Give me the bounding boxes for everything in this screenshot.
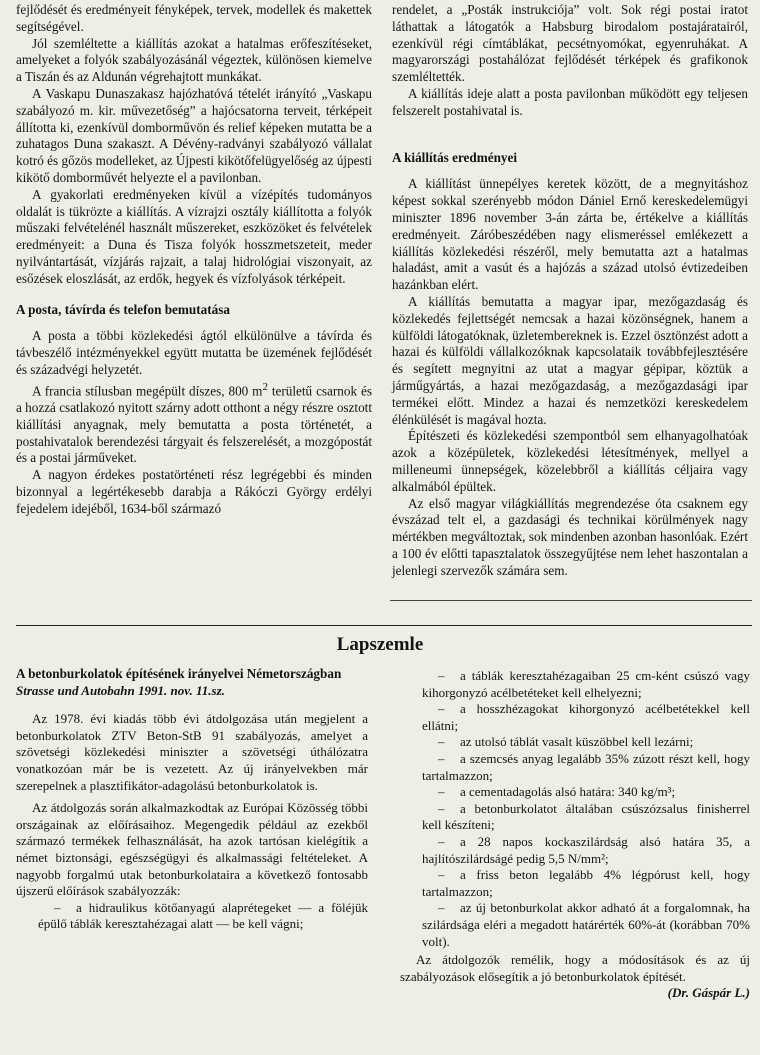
paragraph: rendelet, a „Posták instrukciója” volt. Sok régi postai iratot láthattak a látogatók a Habsburg birodalom postajáratairól, ezenkívül régi címtáblákat, pecsétnyomókat, egyenruhákat. A magyarországi postahálózat fejlődését térképek és grafikonok szemléltették. bbox=[392, 2, 748, 85]
list-dash: – bbox=[438, 900, 445, 916]
section-heading-eredmenyei: A kiállítás eredményei bbox=[392, 149, 518, 165]
list-item-text: a hidraulikus kötőanyagú alaprétegeket — a föléjük épülő táblák keresztahézagai alatt — be kell vágni; bbox=[38, 899, 368, 932]
list-item-text: a hosszhézagokat kihorgonyzó acélbetétekkel kell ellátni; bbox=[422, 701, 750, 733]
list-item bbox=[400, 668, 750, 701]
list-dash: – bbox=[438, 867, 445, 883]
list-item bbox=[400, 784, 750, 801]
list-dash: – bbox=[438, 800, 445, 816]
list-item bbox=[400, 900, 750, 950]
paragraph: Az átdolgozók remélik, hogy a módosítások és az új szabályozások elősegítik a jó betonburkolatok építését. bbox=[400, 952, 750, 984]
list-item-text: az új betonburkolat akkor adható át a forgalomnak, ha szilárdsága eléri a megadott határérték 60%-át (korábban 70% volt). bbox=[422, 900, 750, 949]
article-column-left bbox=[16, 2, 372, 518]
paragraph: Építészeti és közlekedési szempontból sem elhanyagolhatóak azok a középületek, közlekedési létesítmények, mellyel a milleneumi ünnepségek, közelebbről a kiállítás céljaira vagy alkalmából épültek. bbox=[392, 428, 748, 494]
review-article-title: A betonburkolatok építésének irányelvei Németországban bbox=[16, 666, 342, 681]
list-dash: – bbox=[438, 750, 445, 766]
paragraph-text: területű csarnok és a hozzá csatlakozó nyitott szárny adott otthont a négy részre osztott kiállítási anyagnak, mely bemutatta a posta történetét, a postahivatalok berendezési tárgyait és felszerelését, a mozgópostát és a postai járműveket. bbox=[16, 383, 372, 466]
paragraph: fejlődését és eredményeit fényképek, tervek, modellek és makettek segítségével. bbox=[16, 2, 372, 34]
list-item-text: a friss beton legalább 4% légpórust kell, hogy tartalmazzon; bbox=[422, 867, 750, 899]
review-column-left bbox=[16, 666, 368, 933]
section-divider bbox=[16, 625, 752, 626]
section-heading-posta: A posta, távírda és telefon bemutatása bbox=[16, 301, 230, 317]
list-item-text: a betonburkolatot általában csúszózsalus finisherrel kell készíteni; bbox=[422, 800, 750, 833]
list-item-text: a cementadagolás alsó határa: 340 kg/m³; bbox=[460, 784, 676, 800]
article-column-right bbox=[392, 2, 748, 580]
list-item bbox=[400, 867, 750, 900]
paragraph: A nagyon érdekes postatörténeti rész legrégebbi és minden bizonnyal a legértékesebb darabja a Rákóczi György erdélyi fejedelem idejéből, 1634-ből származó bbox=[16, 467, 372, 516]
list-item-text: az utolsó táblát vasalt küszöbbel kell lezárni; bbox=[460, 734, 694, 750]
paragraph: Az átdolgozás során alkalmazkodtak az Európai Közösség többi országainak az előírásaihoz. Megengedik például az ezekből származó termékek felhasználását, ha azok tartósan kielégítik a német biztonsági, egészségügyi és alkalmassági feltételeket. A nagyobb forgalmú utak betonburkolataira a következő fontosabb újszerű előírások szabályozzák: bbox=[16, 800, 368, 899]
paragraph bbox=[16, 379, 372, 467]
review-column-right bbox=[400, 668, 750, 1002]
paragraph: A gyakorlati eredményeken kívül a vízépítés tudományos oldalát is tükrözte a kiállítás. A vízrajzi osztály kiállította a folyók műszaki felvételénél használt műszereket, eszközöket és felvételek eredményeit: a Duna és Tisza folyók hosszmetszeteit, meder nyilvántartását, vízjárás rajzait, a talaj hidrológiai viszonyait, az esőzések eloszlását, az erdők, hegyek és vízfolyások térképeit. bbox=[16, 186, 372, 286]
requirements-list bbox=[16, 900, 368, 933]
list-item bbox=[16, 900, 368, 933]
list-dash: – bbox=[438, 784, 445, 800]
paragraph: A Vaskapu Dunaszakasz hajózhatóvá tételét irányító „Vaskapu szabályozó m. kir. művezetőség” a hajócsatorna terveit, térképeit állította ki, ezenkívül domborművön és relief képeken mutatta be a zuhatagos Duna szakaszt. A Dévény-radványi szabályozó vállalat kotró és gőzös modelleket, az Újpesti kikötőfelügyelőség az újpesti kikötő domborművét helyezte el a pavilonban. bbox=[16, 85, 372, 185]
author-signature: (Dr. Gáspár L.) bbox=[667, 985, 750, 1001]
list-dash: – bbox=[438, 701, 445, 717]
column-end-rule bbox=[390, 600, 752, 601]
paragraph: A posta a többi közlekedési ágtól elkülönülve a távírda és távbeszélő intézményekkel együtt mutatta be üzemének fejlődését és századvégi helyzetét. bbox=[16, 328, 372, 377]
paragraph: A kiállítást ünnepélyes keretek között, de a megnyitáshoz képest sokkal szerényebb módon Dániel Ernő kereskedelemügyi miniszter 1896 november 3-án zárta be, értékelve a kiállítás eredményeit. Záróbeszédében nagy elismeréssel emlékezett a kiállítás közlekedési részéről, mely bemutatta azt a hatalmas haladást, amit a vasút és a hajózás a század utolsó évtizedeiben hazánkban elért. bbox=[392, 176, 748, 293]
superscript: 2 bbox=[262, 380, 268, 393]
list-dash: – bbox=[54, 899, 61, 915]
list-item bbox=[400, 834, 750, 867]
list-dash: – bbox=[438, 833, 445, 849]
list-item bbox=[400, 734, 750, 751]
list-item bbox=[400, 751, 750, 784]
paragraph: Az első magyar világkiállítás megrendezése óta csaknem egy évszázad telt el, a gazdasági és technikai körülmények nagy mértékben megváltoztak, sok mindenben azonban hasonlóak. Ezért a 100 év előtti tapasztalatok összegyűjtése nem lehet haszontalan a jelenlegi szervezők számára sem. bbox=[392, 495, 748, 578]
paragraph: A kiállítás bemutatta a magyar ipar, mezőgazdaság és közlekedés fejlettségét nemcsak a hazai közönségnek, hanem a külföldi látogatóknak, üzletembereknek is. Ezzel ösztönzést adott a hazai és külföldi vállalkozóknak kapcsolataik továbbfejlesztésére és segített megnyitni az utat a magyar gépipar, köztük a járműgyártás, a hazai mezőgazdaság, a mezőgazdasági ipar termékei előtt. Mindez a hazai és nemzetközi kereskedelem élénkülését is magával hozta. bbox=[392, 293, 748, 427]
list-item-text: a 28 napos kockaszilárdság alsó határa 35, a hajlítószilárdságé pedig 5,5 N/mm²; bbox=[422, 833, 750, 866]
review-source: Strasse und Autobahn 1991. nov. 11.sz. bbox=[16, 682, 225, 698]
list-item-text: a táblák keresztahézagaiban 25 cm-ként csúszó vagy kihorgonyzó acélbetéteket kell elhelyezni; bbox=[422, 668, 750, 700]
paragraph: A kiállítás ideje alatt a posta pavilonban működött egy teljesen felszerelt postahivatal is. bbox=[392, 85, 748, 118]
paragraph-text: A francia stílusban megépült díszes, 800 m bbox=[32, 383, 263, 399]
list-dash: – bbox=[438, 734, 445, 750]
section-title-lapszemle: Lapszemle bbox=[336, 634, 424, 655]
list-dash: – bbox=[438, 668, 445, 683]
paragraph: Az 1978. évi kiadás több évi átdolgozása után megjelent a betonburkolatok ZTV Beton-StB 91 szabályozás, amelyet a szövetségi közlekedési miniszter a szövetségi úthálózatra vonatkozóan már be is vezetett. Az új irányelvekben már szerepelnek a plasztifikátor-adagolású betonburkolatok is. bbox=[16, 711, 368, 793]
list-item bbox=[400, 701, 750, 734]
list-item-text: a szemcsés anyag legalább 35% zúzott részt kell, hogy tartalmazzon; bbox=[422, 750, 750, 783]
paragraph: Jól szemléltette a kiállítás azokat a hatalmas erőfeszítéseket, amelyeket a folyók szabályozásánál végeztek, különösen kiemelve a Tiszán és az Aldunán végrehajtott munkákat. bbox=[16, 35, 372, 85]
list-item bbox=[400, 801, 750, 834]
requirements-list bbox=[400, 668, 750, 950]
